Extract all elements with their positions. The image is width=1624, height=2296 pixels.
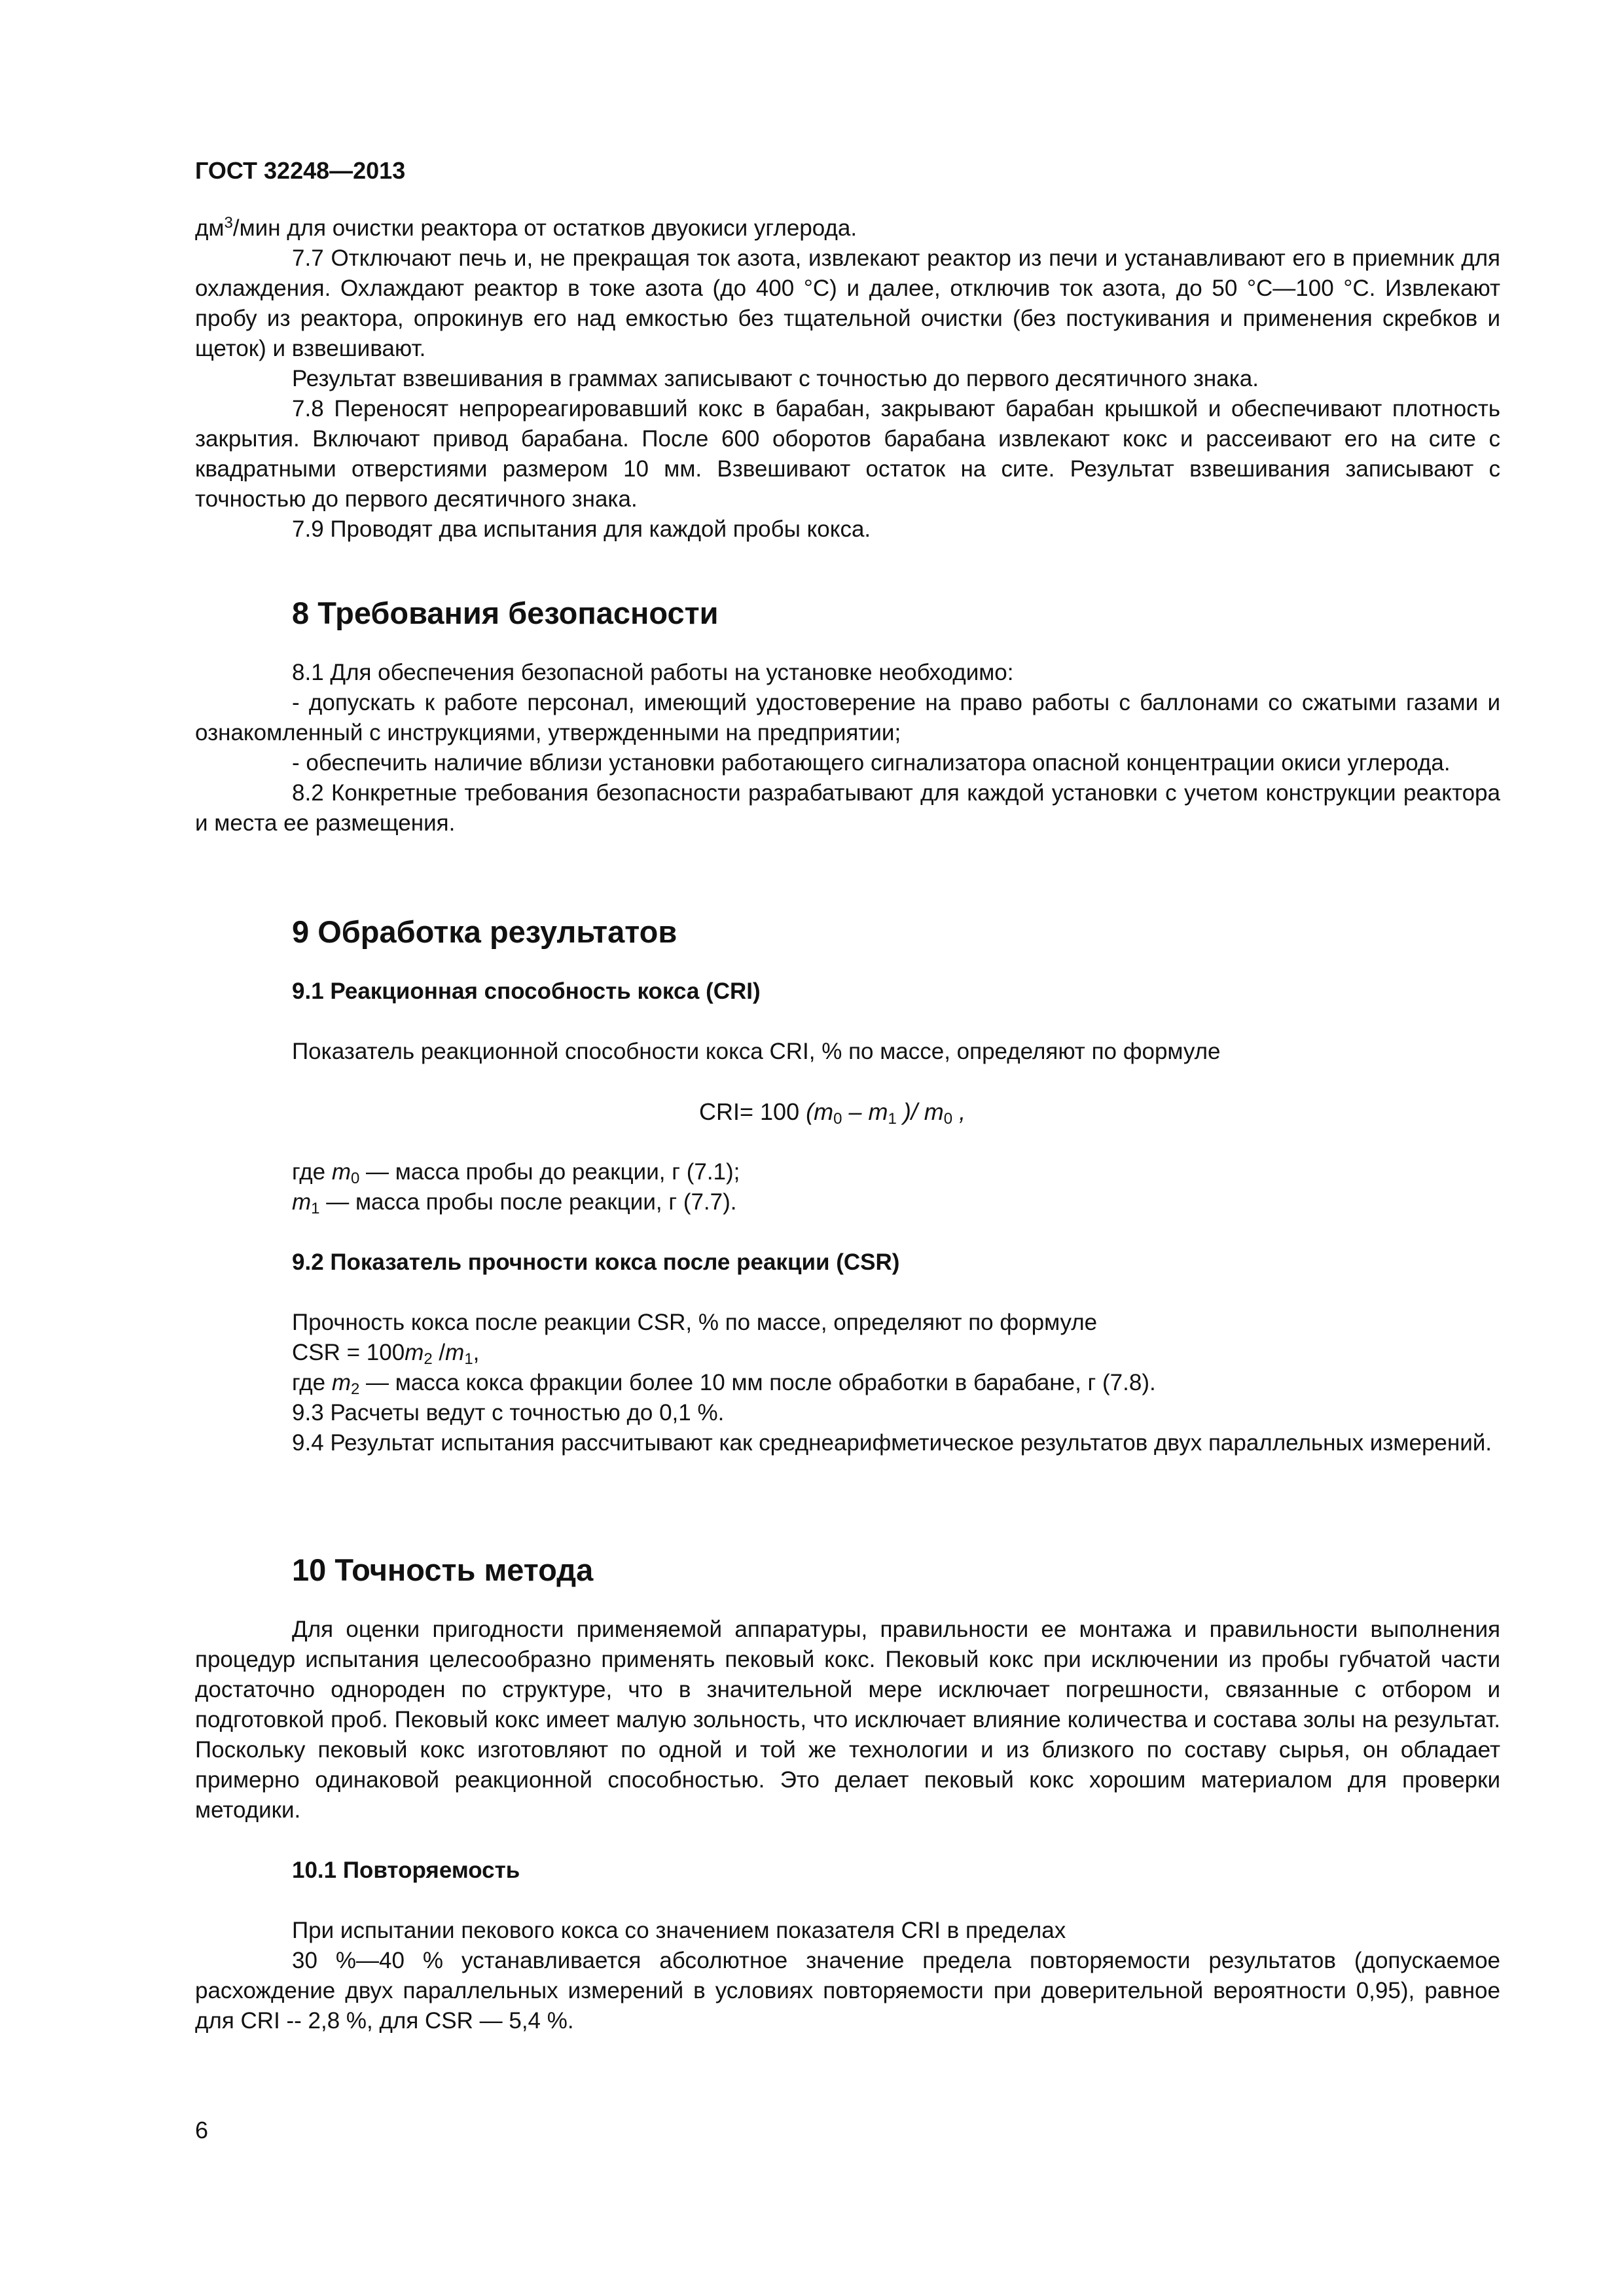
paragraph-9-2: Прочность кокса после реакции CSR, % по массе, определяют по формуле: [292, 1310, 1098, 1335]
section-8: [195, 595, 1500, 838]
paragraph-7-7-result: Результат взвешивания в граммах записывают с точностью до первого десятичного знака.: [292, 366, 1259, 391]
paragraph-8-1: 8.1 Для обеспечения безопасной работы на установке необходимо:: [292, 660, 1014, 685]
section-9-heading: 9 Обработка результатов: [292, 914, 677, 949]
paragraph-7-6-end: $дм^3$/мин для очистки реактора от остатков двуокиси углерода.: [195, 214, 857, 241]
formula-csr: CSR = $100m_2$ $/m_1$,: [292, 1340, 480, 1368]
section-10-heading: 10 Точность метода: [292, 1552, 594, 1587]
page-number: 6: [195, 2117, 209, 2144]
subsection-9-1-heading: 9.1 Реакционная способность кокса (CRI): [292, 978, 761, 1004]
section-7-continuation: [195, 213, 1500, 545]
document-header: ГОСТ 32248—2013: [195, 157, 406, 184]
paragraph-7-9: 7.9 Проводят два испытания для каждой пробы кокса.: [292, 516, 871, 542]
paragraph-10-1-b: 30 %—40 % устанавливается абсолютное значение предела повторяемости результатов (допускаемое расхождение двух параллельных измерений в условиях повторяемости при доверительной вероятности 0,95), равное для CRI -- 2,8 %, для CSR — 5,4 %.: [195, 1948, 1500, 2034]
section-9: [195, 914, 1500, 1458]
paragraph-7-7: 7.7 Отключают печь и, не прекращая ток азота, извлекают реактор из печи и устанавливают его в приемник для охлаждения. Охлаждают реактор в токе азота (до 400 °С) и далее, отключив ток азота, до 50 °С—100 °С. Извлекают пробу из реактора, опрокинув его над емкостью без тщательной очистки (без постукивания и применения скребков и щеток) и взвешивают.: [195, 245, 1500, 361]
paragraph-9-1: Показатель реакционной способности кокса CRI, % по массе, определяют по формуле: [292, 1039, 1221, 1064]
formula-cri: CRI= 100 ($m_0 - m_1$ )/ $m_0$ ,: [699, 1098, 966, 1128]
paragraph-10-intro: Для оценки пригодности применяемой аппаратуры, правильности ее монтажа и правильности выполнения процедур испытания целесообразно применять пековый кокс. Пековый кокс при исключении из пробы губчатой части достаточно однороден по структуре, что в значительной мере исключает погрешности, связанные с отбором и подготовкой проб. Пековый кокс имеет малую зольность, что исключает влияние количества и состава золы на результат. Поскольку пековый кокс изготовляют по одной и той же технологии и из близкого по составу сырья, он обладает примерно одинаковой реакционной способностью. Это делает пековый кокс хорошим материалом для проверки методики.: [195, 1617, 1500, 1823]
subsection-10-1-heading: 10.1 Повторяемость: [292, 1857, 520, 1883]
where-m0: где $m_0$ — масса пробы до реакции, г (7.1);: [292, 1159, 740, 1187]
paragraph-10-1-a: При испытании пекового кокса со значением показателя CRI в пределах: [292, 1918, 1066, 1943]
paragraph-9-4: 9.4 Результат испытания рассчитывают как среднеарифметическое результатов двух параллельных измерений.: [292, 1430, 1492, 1456]
bullet-gas-detector: - обеспечить наличие вблизи установки работающего сигнализатора опасной концентрации окиси углерода.: [292, 750, 1451, 776]
section-10: [195, 1552, 1500, 2036]
paragraph-8-2: 8.2 Конкретные требования безопасности разрабатывают для каждой установки с учетом конструкции реактора и места ее размещения.: [195, 780, 1500, 836]
bullet-personnel: - допускать к работе персонал, имеющий удостоверение на право работы с баллонами со сжатыми газами и ознакомленный с инструкциями, утвержденными на предприятии;: [195, 690, 1500, 745]
where-m2: где $m_2$ — масса кокса фракции более 10 мм после обработки в барабане, г (7.8).: [292, 1370, 1156, 1398]
paragraph-7-8: 7.8 Переносят непрореагировавший кокс в барабан, закрывают барабан крышкой и обеспечивают плотность закрытия. Включают привод барабана. После 600 оборотов барабана извлекают кокс и рассеивают его на сите с квадратными отверстиями размером 10 мм. Взвешивают остаток на сите. Результат взвешивания записывают с точностью до первого десятичного знака.: [195, 396, 1500, 512]
where-m1: $m_1$ — масса пробы после реакции, г (7.7).: [292, 1189, 737, 1217]
paragraph-9-3: 9.3 Расчеты ведут с точностью до 0,1 %.: [292, 1400, 725, 1426]
subsection-9-2-heading: 9.2 Показатель прочности кокса после реакции (CSR): [292, 1249, 900, 1275]
section-8-heading: 8 Требования безопасности: [292, 596, 719, 630]
